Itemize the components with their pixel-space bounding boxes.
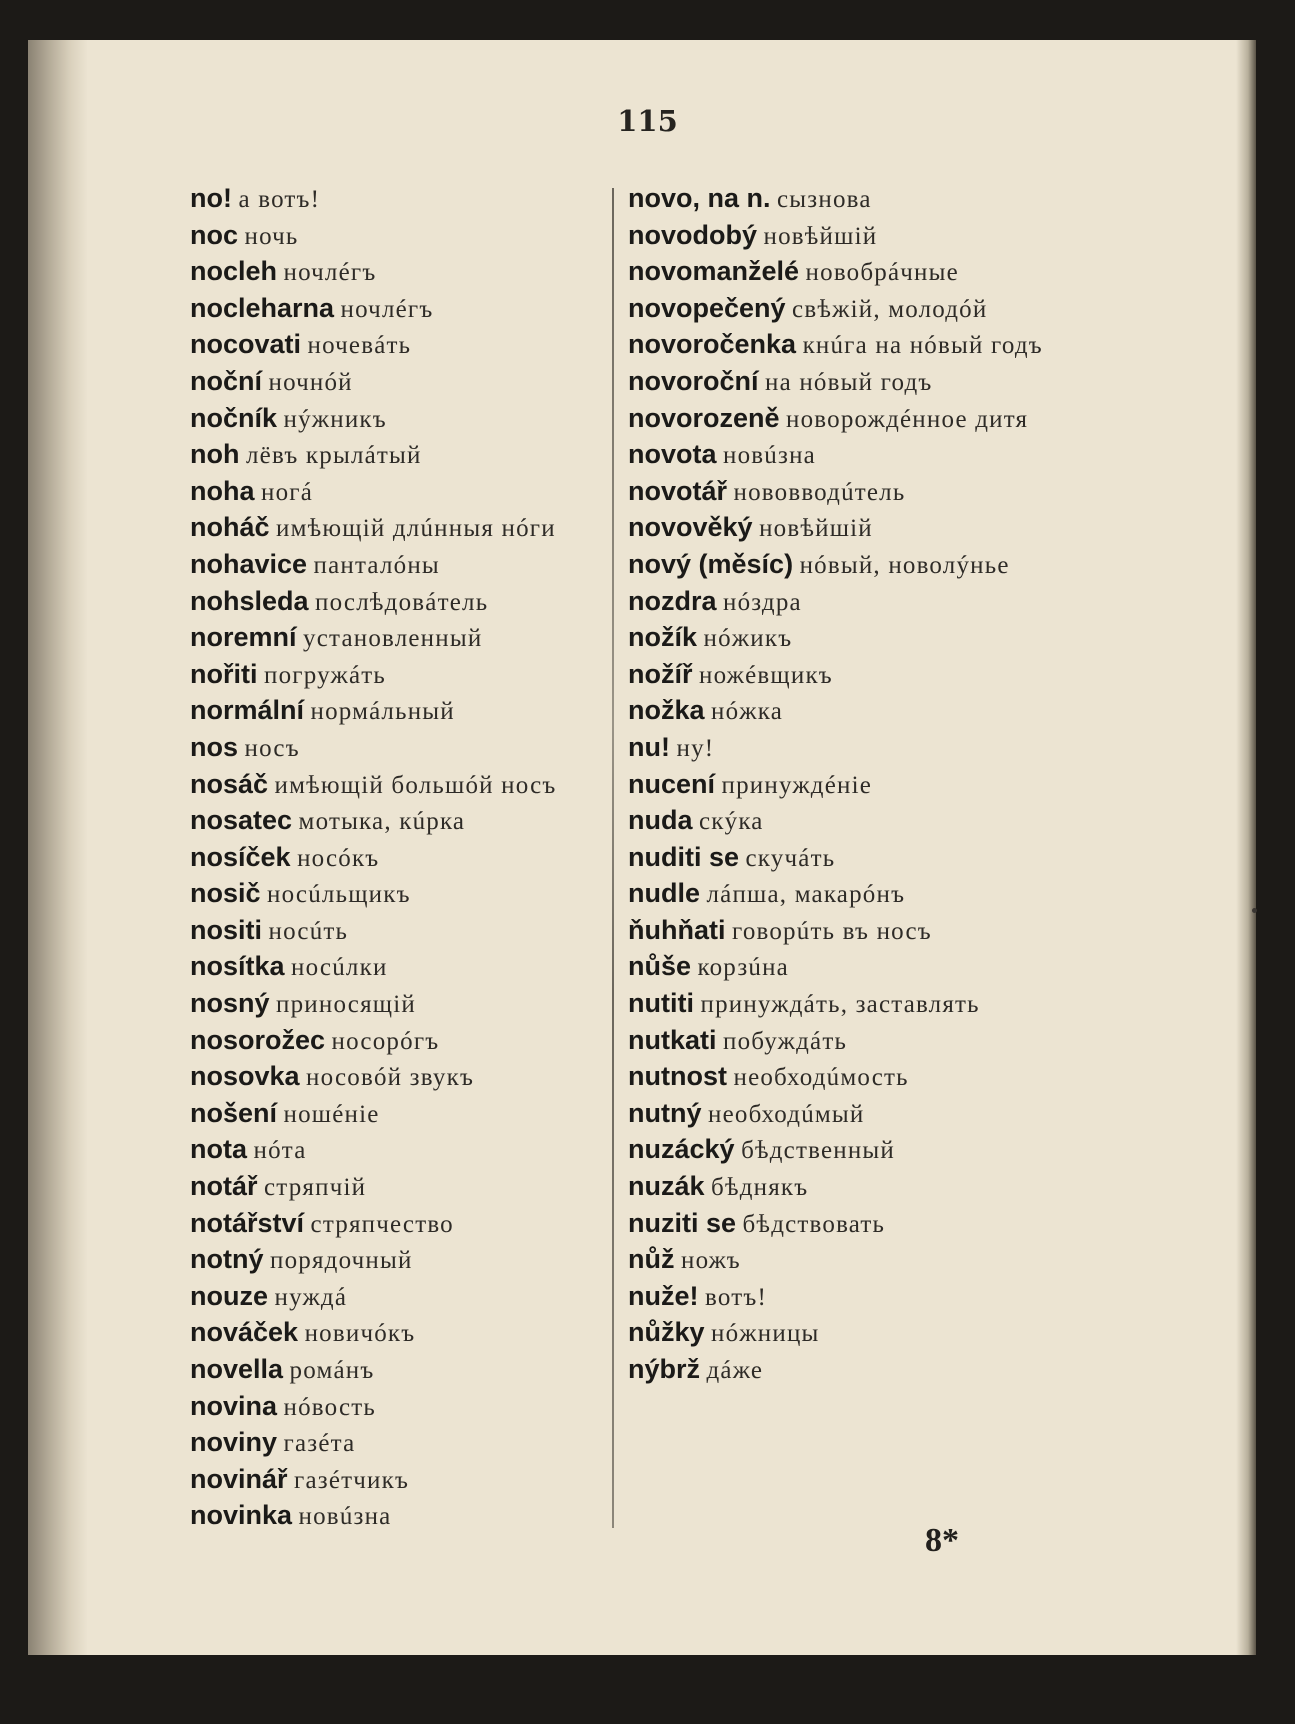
dictionary-entry (628, 1023, 1048, 1060)
signature-mark: 8* (925, 1522, 959, 1559)
entry-headword: notný (190, 1244, 264, 1275)
entry-headword: nohavice (190, 548, 308, 579)
dictionary-entry (628, 1206, 1048, 1243)
entry-translation: необходúмый (708, 1100, 865, 1128)
dictionary-entry (190, 1059, 620, 1096)
dictionary-entry (190, 1352, 620, 1389)
entry-translation: новичóкъ (304, 1320, 416, 1348)
entry-headword: nosný (190, 988, 270, 1019)
entry-translation: газéтчикъ (294, 1466, 410, 1494)
dictionary-entry (628, 1315, 1048, 1352)
entry-translation: а вотъ! (238, 186, 321, 213)
entry-translation: нововводúтель (733, 478, 906, 506)
entry-headword: nos (190, 731, 239, 762)
dictionary-entry (628, 876, 1048, 913)
entry-headword: nudle (628, 878, 700, 909)
entry-headword: nuzák (628, 1171, 705, 1202)
dictionary-entry (190, 291, 620, 328)
entry-translation: нýжникъ (283, 405, 387, 433)
entry-translation: принуждáть, заставлять (700, 991, 980, 1019)
entry-headword: novina (190, 1390, 278, 1421)
entry-translation: погружáть (264, 661, 386, 689)
dictionary-entry (628, 913, 1048, 950)
entry-translation: говорúть въ носъ (731, 917, 932, 945)
entry-translation: ну! (676, 734, 715, 762)
entry-translation: бѣднякъ (711, 1174, 809, 1202)
entry-translation: имѣющій большóй носъ (274, 771, 557, 799)
entry-translation: бѣдственный (741, 1137, 895, 1165)
page-edge-shadow (1236, 40, 1256, 1655)
entry-translation: носúлки (291, 954, 388, 982)
dictionary-entry (628, 1169, 1048, 1206)
dictionary-entry (628, 327, 1048, 364)
right-column (628, 181, 1048, 1389)
entry-headword: novota (628, 439, 717, 470)
left-column (190, 181, 620, 1535)
entry-headword: noha (190, 475, 255, 506)
entry-headword: nýbrž (628, 1354, 701, 1384)
dictionary-entry (628, 803, 1048, 840)
entry-headword: nosatec (190, 805, 293, 836)
entry-headword: nositi (190, 914, 262, 945)
entry-translation: нормáльный (310, 698, 455, 726)
dictionary-entry (190, 510, 620, 547)
dictionary-entry (190, 693, 620, 730)
entry-headword: nutiti (628, 988, 694, 1019)
dictionary-entry (628, 840, 1048, 877)
dictionary-entry (190, 1315, 620, 1352)
entry-headword: novinka (190, 1500, 293, 1531)
entry-translation: ношéніе (283, 1100, 380, 1128)
entry-headword: nuže! (628, 1280, 699, 1311)
entry-translation: новѣйшій (763, 222, 878, 250)
dictionary-entry (628, 693, 1048, 730)
dictionary-entry (190, 401, 620, 438)
dictionary-entry (190, 1096, 620, 1133)
entry-translation: имѣющій длúнныя нóги (276, 515, 556, 543)
entry-headword: nosič (190, 878, 261, 909)
entry-translation: носúльщикъ (267, 881, 411, 909)
entry-translation: нóта (253, 1137, 307, 1165)
entry-headword: nocovati (190, 329, 302, 360)
entry-translation: носъ (244, 734, 300, 762)
entry-translation: нóжикъ (703, 625, 793, 653)
dictionary-entry (628, 547, 1048, 584)
entry-headword: nosáč (190, 768, 269, 799)
entry-headword: nocleh (190, 256, 278, 287)
dictionary-entry (190, 547, 620, 584)
entry-translation: принуждéніе (721, 771, 873, 799)
entry-translation: ночь (244, 222, 299, 250)
entry-translation: новѣйшій (759, 515, 873, 543)
entry-headword: novorozeně (628, 402, 780, 433)
entry-translation: нóздра (723, 588, 802, 616)
dictionary-entry (628, 657, 1048, 694)
entry-headword: nošení (190, 1097, 278, 1128)
entry-translation: панталóны (313, 551, 440, 579)
dictionary-entry (628, 1096, 1048, 1133)
dictionary-entry (628, 1059, 1048, 1096)
entry-headword: nohsleda (190, 585, 309, 616)
entry-translation: новобрáчные (805, 259, 959, 287)
entry-headword: nůž (628, 1244, 675, 1275)
entry-headword: noční (190, 365, 262, 396)
dictionary-entry (190, 949, 620, 986)
entry-translation: стряпчій (264, 1174, 367, 1202)
entry-translation: носóкъ (297, 844, 380, 872)
entry-headword: nový (měsíc) (628, 548, 794, 579)
entry-headword: nůžky (628, 1317, 705, 1348)
entry-headword: nutkati (628, 1024, 717, 1055)
entry-headword: nu! (628, 731, 670, 762)
entry-headword: novověký (628, 512, 753, 543)
column-divider (612, 188, 614, 1528)
entry-headword: nosovka (190, 1061, 300, 1092)
dictionary-entry (190, 986, 620, 1023)
entry-headword: novoroční (628, 365, 759, 396)
dictionary-entry (190, 254, 620, 291)
dictionary-entry (190, 218, 620, 255)
entry-translation: корзúна (697, 954, 789, 982)
dictionary-entry (190, 1169, 620, 1206)
entry-headword: novopečený (628, 292, 786, 323)
entry-translation: стряпчество (310, 1210, 454, 1238)
entry-headword: nožka (628, 695, 705, 726)
dictionary-entry (190, 1132, 620, 1169)
dictionary-entry (628, 364, 1048, 401)
entry-headword: nuzácký (628, 1134, 735, 1165)
entry-translation: установленный (303, 625, 483, 653)
dictionary-entry (190, 840, 620, 877)
entry-translation: вотъ! (705, 1283, 767, 1311)
dictionary-entry (190, 1498, 620, 1535)
entry-translation: новúзна (723, 442, 816, 470)
entry-headword: nočník (190, 402, 278, 433)
dictionary-entry (190, 474, 620, 511)
entry-headword: nuziti se (628, 1207, 737, 1238)
ink-speck (1252, 908, 1257, 913)
entry-translation: порядочный (270, 1247, 413, 1275)
dictionary-entry (628, 986, 1048, 1023)
entry-translation: бѣдствовать (742, 1210, 886, 1238)
dictionary-entry (190, 181, 620, 218)
page-spine-shadow (28, 40, 88, 1655)
entry-translation: кнúга на нóвый годъ (802, 332, 1043, 360)
entry-translation: ромáнъ (289, 1357, 375, 1384)
entry-headword: noviny (190, 1427, 278, 1458)
entry-translation: газéта (283, 1430, 356, 1458)
entry-translation: на нóвый годъ (765, 368, 933, 396)
dictionary-entry (190, 437, 620, 474)
entry-headword: novinář (190, 1463, 288, 1494)
entry-headword: nutný (628, 1097, 702, 1128)
dictionary-entry (628, 949, 1048, 986)
dictionary-entry (628, 1242, 1048, 1279)
entry-headword: nouze (190, 1280, 268, 1311)
entry-translation: нуждá (274, 1283, 348, 1311)
dictionary-entry (628, 767, 1048, 804)
entry-translation: побуждáть (723, 1027, 848, 1055)
entry-translation: ногá (261, 478, 314, 506)
dictionary-entry (628, 218, 1048, 255)
entry-headword: novomanželé (628, 256, 800, 287)
entry-translation: лёвъ крылáтый (245, 442, 422, 470)
entry-headword: noháč (190, 512, 270, 543)
entry-translation: носúть (268, 917, 349, 945)
entry-headword: normální (190, 695, 305, 726)
entry-headword: nováček (190, 1317, 299, 1348)
entry-headword: nozdra (628, 585, 717, 616)
entry-translation: приносящій (276, 991, 416, 1019)
page-number: 115 (617, 104, 678, 138)
entry-translation: ночлéгъ (283, 259, 377, 287)
dictionary-entry (628, 474, 1048, 511)
entry-translation: дáже (706, 1357, 764, 1384)
dictionary-entry (628, 1279, 1048, 1316)
dictionary-entry (628, 730, 1048, 767)
entry-headword: nota (190, 1134, 247, 1165)
entry-translation: ножéвщикъ (699, 661, 833, 689)
entry-headword: nořiti (190, 658, 258, 689)
dictionary-entry (190, 1206, 620, 1243)
dictionary-entry (190, 1023, 620, 1060)
dictionary-entry (190, 913, 620, 950)
entry-headword: ňuhňati (628, 914, 726, 945)
dictionary-entry (628, 1352, 1048, 1389)
entry-translation: скучáть (745, 844, 836, 872)
dictionary-entry (190, 1242, 620, 1279)
entry-headword: novella (190, 1354, 284, 1384)
dictionary-entry (190, 730, 620, 767)
entry-headword: nosíček (190, 841, 291, 872)
entry-headword: novotář (628, 475, 728, 506)
dictionary-entry (628, 437, 1048, 474)
dictionary-entry (190, 584, 620, 621)
dictionary-entry (190, 1279, 620, 1316)
dictionary-entry (628, 584, 1048, 621)
dictionary-entry (628, 254, 1048, 291)
entry-headword: nůše (628, 951, 692, 982)
entry-translation: скýка (699, 808, 764, 836)
entry-headword: novo, na n. (628, 183, 771, 213)
entry-translation: сызнова (777, 186, 872, 213)
entry-headword: novodobý (628, 219, 757, 250)
entry-headword: no! (190, 183, 232, 213)
entry-translation: нóвость (283, 1393, 376, 1421)
entry-translation: носовóй звукъ (306, 1064, 475, 1092)
dictionary-entry (190, 1389, 620, 1426)
entry-headword: noh (190, 439, 240, 470)
entry-headword: novoročenka (628, 329, 797, 360)
dictionary-entry (628, 181, 1048, 218)
entry-translation: нóжницы (711, 1320, 820, 1348)
dictionary-entry (628, 291, 1048, 328)
entry-translation: новúзна (298, 1503, 392, 1531)
entry-headword: notářství (190, 1207, 305, 1238)
entry-headword: nucení (628, 768, 716, 799)
entry-translation: ночлéгъ (340, 295, 434, 323)
entry-translation: ночнóй (268, 368, 353, 396)
entry-headword: nuda (628, 805, 693, 836)
dictionary-entry (190, 364, 620, 401)
dictionary-entry (190, 767, 620, 804)
dictionary-entry (628, 401, 1048, 438)
dictionary-entry (628, 620, 1048, 657)
entry-headword: nosítka (190, 951, 285, 982)
dictionary-entry (628, 1132, 1048, 1169)
entry-headword: nosorožec (190, 1024, 326, 1055)
entry-translation: послѣдовáтель (315, 588, 489, 616)
dictionary-entry (190, 1425, 620, 1462)
entry-translation: новорождéнное дитя (786, 405, 1029, 433)
entry-headword: nuditi se (628, 841, 740, 872)
entry-translation: необходúмость (733, 1064, 909, 1092)
entry-headword: noremní (190, 622, 297, 653)
entry-headword: nožíř (628, 658, 693, 689)
entry-headword: noc (190, 219, 239, 250)
dictionary-entry (628, 510, 1048, 547)
entry-translation: носорóгъ (331, 1027, 440, 1055)
entry-translation: лáпша, макарóнъ (706, 881, 906, 909)
dictionary-entry (190, 657, 620, 694)
entry-translation: нóжка (711, 698, 784, 726)
dictionary-entry (190, 876, 620, 913)
entry-translation: ножъ (681, 1247, 741, 1275)
entry-translation: мотыка, кúрка (298, 808, 466, 836)
dictionary-entry (190, 327, 620, 364)
entry-headword: notář (190, 1171, 258, 1202)
entry-headword: nutnost (628, 1061, 727, 1092)
dictionary-entry (190, 1462, 620, 1499)
entry-translation: нóвый, новолýнье (799, 551, 1010, 579)
dictionary-entry (190, 620, 620, 657)
dictionary-entry (190, 803, 620, 840)
entry-translation: ночевáть (307, 332, 412, 360)
entry-headword: nocleharna (190, 292, 335, 323)
entry-headword: nožík (628, 622, 698, 653)
entry-translation: свѣжій, молодóй (792, 295, 988, 323)
